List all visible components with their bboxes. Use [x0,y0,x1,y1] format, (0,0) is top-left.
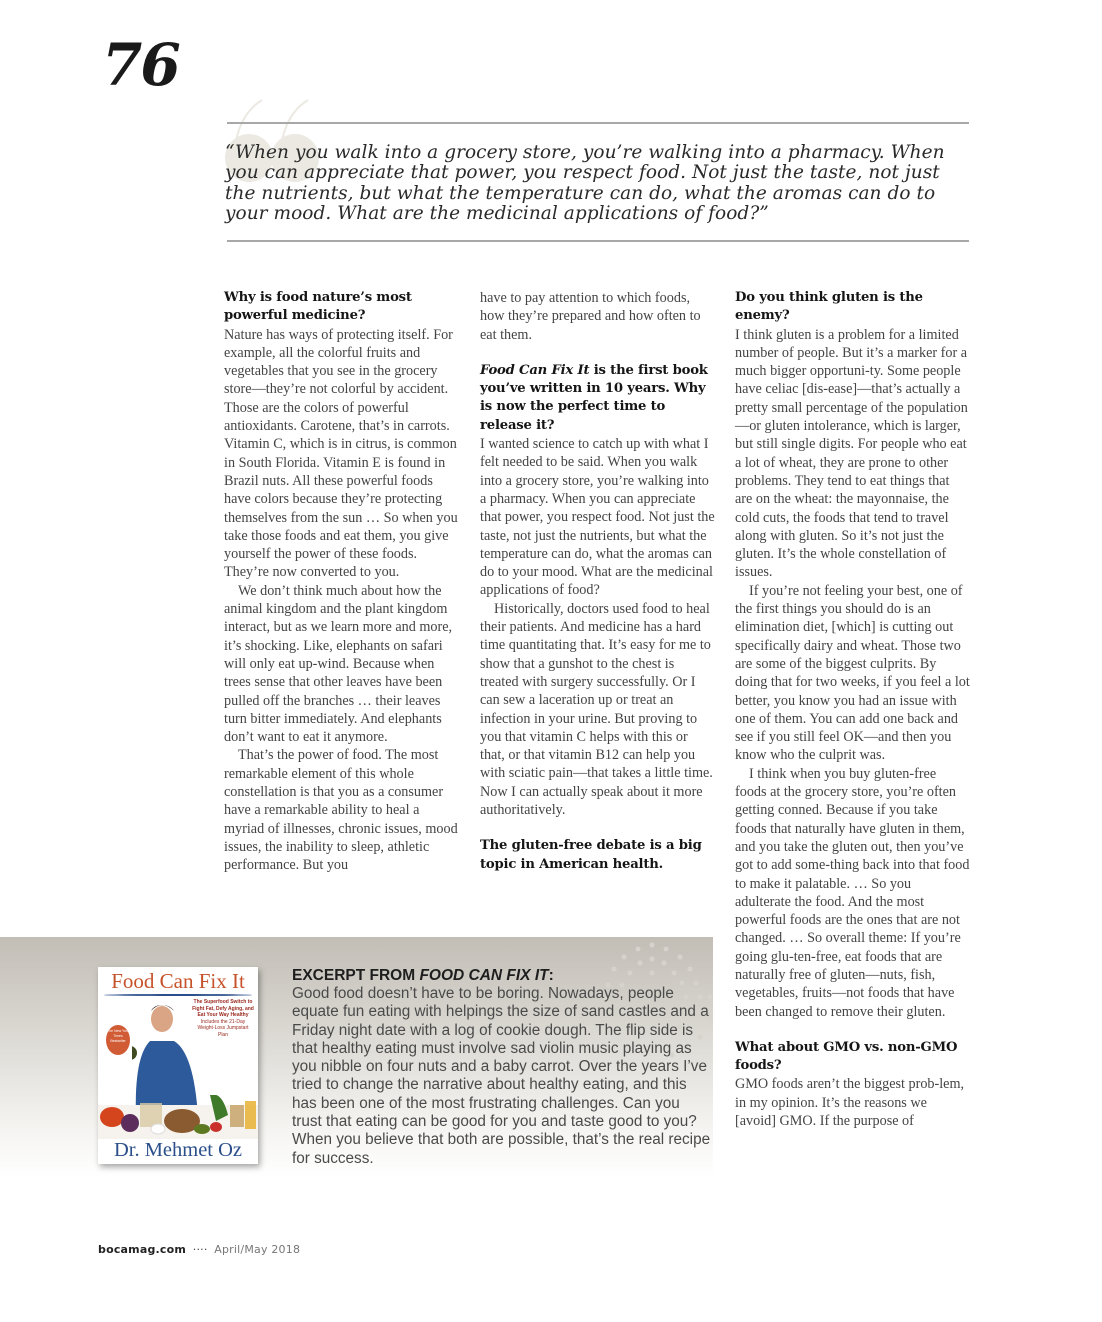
footer-separator: ···· [192,1243,208,1256]
excerpt-heading [292,966,712,985]
answer-paragraph: I think when you buy gluten-free foods at the grocery store, you’re often getting conned. Because if you take foods that naturally have gluten in them, and you take the gluten out, then you’ve got to add some-thing back into that food to make it palatable. … So you adulterate the food. And the most powerful foods are the ones that are not changed. … So overall theme: If you’re going glu-ten-free, eat foods that are naturally free of gluten—nuts, fish, vegetables, fruits—not foods that have been changed to remove their gluten. [735,765,970,1020]
question-text: is the first book you’ve written in 10 years. Why is now the perfect time to release it? [480,362,708,433]
answer-paragraph: If you’re not feeling your best, one of the first things you should do is an elimination diet, [which] is cutting out specifically dairy and wheat. Those two are some of the biggest culprits. By doing that for two weeks, if you feel a lot better, you know you had an issue with one of them. You can add one back and see if you still feel OK—and then you know who the culprit was. [735,582,970,764]
excerpt-heading-suffix: : [548,967,554,984]
answer-paragraph: I think gluten is a problem for a limited number of people. But it’s a marker for a much bigger opportuni-ty. Some people have celiac [dis-ease]—that’s actually a pretty small percentage of the population—or gluten intolerance, which is larger, but still single digits. For people who eat a lot of wheat, they are prone to other problems. They tend to eat things that are on the wheat: the mayonnaise, the cold cuts, the foods that tend to travel along with gluten. So it’s not just the gluten. It’s the whole constellation of issues. [735,326,968,581]
pullquote: “When you walk into a grocery store, you’re walking into a pharmacy. When you can appreciate that power, you respect food. Not just the taste, not just the nutrients, but what the temperature can do, what the aromas can do to your mood. What are the medicinal applications of food?” [225,142,945,224]
pullquote-top-rule [227,122,969,124]
answer-paragraph: Nature has ways of protecting itself. For example, all the colorful fruits and vegetables that you see in the grocery store—they’re not colorful by accident. Those are the colors of powerful antioxidants. Carotene, that’s in carrots. Vitamin C, which is in citrus, is common in South Florida. Vitamin E is found in Brazil nuts. All these powerful foods have colors because they’re protecting themselves from the sun … So when you take those foods and eat them, you give yourself the power of these foods. They’re now converted to you. [224,326,458,581]
food-spread-icon [98,1095,258,1139]
book-cover-underline [104,994,252,996]
question-heading: Do you think gluten is the enemy? [735,290,923,324]
excerpt-heading-title: FOOD CAN FIX IT [419,967,549,984]
question-heading: The gluten-free debate is a big topic in American health. [480,838,702,872]
answer-paragraph: I wanted science to catch up with what I felt needed to be said. When you walk into a grocery store, you’re walking into a pharmacy. When you can appreciate that power, you respect food. Not just the taste, not just the nutrients, but what the temperature can do, what the aromas can do to your mood. What are the medicinal applications of food? [480,436,715,599]
question-heading: Why is food nature’s most powerful medicine? [224,290,412,324]
book-excerpt [292,966,712,1168]
article-column-1 [224,289,459,875]
bestseller-badge: The New York Times Bestseller [106,1025,130,1055]
excerpt-body: Good food doesn’t have to be boring. Nowadays, people equate fun eating with helpings the size of sand castles and a Friday night date with a log of cookie dough. The flip side is that healthy eating must involve sad violin music playing as you nibble on four nuts and a baby carrot. Over the years I’ve tried to change the narrative about healthy eating, and this has been one of the most frustrating challenges. Can you trust that eating can be good for you and taste good to you? When you believe that both are possible, that’s the real recipe for success. [292,985,711,1167]
question-heading [480,362,715,435]
book-title-italic: Food Can Fix It [480,362,590,378]
answer-paragraph: We don’t think much about how the animal kingdom and the plant kingdom interact, but as we learn more and more, it’s shocking. Like, elephants on safari will only eat up-wind. Because when trees sense that other leaves have been pulled off the branches … their leaves turn bitter immediately. And elephants don’t want to eat it anymore. [224,582,453,746]
book-subtitle-text: The Superfood Switch to Fight Fat, Defy Aging, and Eat Your Way Healthy [192,999,254,1018]
excerpt-heading-prefix: EXCERPT FROM [292,967,420,984]
footer-issue: April/May 2018 [214,1243,301,1256]
page-footer [98,1243,300,1256]
question-heading: What about GMO vs. non-GMO foods? [735,1039,958,1074]
page-number: 76 [102,31,179,99]
answer-paragraph: have to pay attention to which foods, how they’re prepared and how often to eat them. [480,290,701,343]
book-tagline-text: Includes the 21-Day Weight-Loss Jumpstart Plan [197,1018,249,1038]
article-column-2 [480,289,715,874]
answer-paragraph: That’s the power of food. The most remarkable element of this whole constellation is that you as a consumer have a remarkable ability to heal a myriad of illnesses, chronic issues, mood issues, the inability to sleep, athletic performance. But you [224,747,458,874]
book-cover-image [98,967,258,1164]
footer-site: bocamag.com [98,1243,187,1256]
answer-paragraph: Historically, doctors used food to heal their patients. And medicine has a hard time quantitating that. It’s easy for me to show that a gunshot to the chest is treated with surgery successfully. Or I can sew a laceration up or treat an infection in your urine. But proving to you that vitamin C helps with this or that, or that vitamin B12 can help you with sciatic pain—that takes a little time. Now I can actually speak about it more authoritatively. [480,600,713,819]
article-column-3 [735,289,970,1130]
answer-paragraph: GMO foods aren’t the biggest prob-lem, in my opinion. It’s the reasons we [avoid] GMO. If the purpose of [735,1076,965,1130]
pullquote-bottom-rule [227,240,969,242]
book-cover-author: Dr. Mehmet Oz [113,1139,243,1161]
book-cover-title: Food Can Fix It [111,969,245,993]
